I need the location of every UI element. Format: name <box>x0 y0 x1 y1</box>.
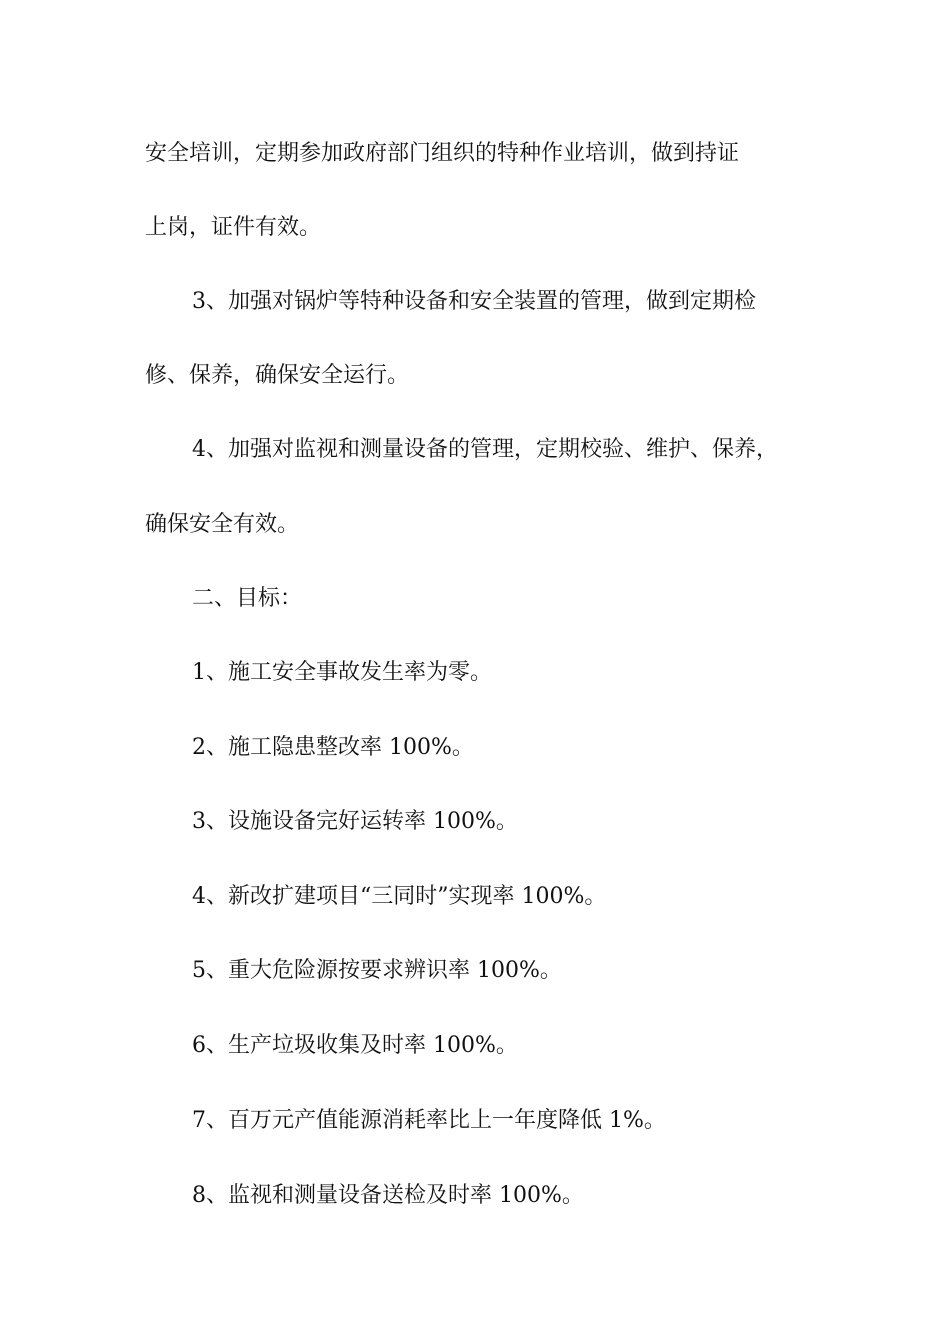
list-item: 6、生产垃圾收集及时率 100%。 <box>192 1033 518 1058</box>
paragraph-line: 确保安全有效。 <box>145 512 300 537</box>
list-item: 8、监视和测量设备送检及时率 100%。 <box>192 1183 584 1208</box>
list-item: 7、百万元产值能源消耗率比上一年度降低 1%。 <box>192 1108 666 1133</box>
list-item: 5、重大危险源按要求辨识率 100%。 <box>192 958 562 983</box>
paragraph-line: 修、保养，确保安全运行。 <box>145 363 410 388</box>
paragraph-line: 上岗，证件有效。 <box>145 215 322 240</box>
section-heading: 二、目标： <box>192 586 303 611</box>
list-item: 4、新改扩建项目“三同时”实现率 100%。 <box>192 884 607 909</box>
list-item: 1、施工安全事故发生率为零。 <box>192 660 492 685</box>
list-item: 3、设施设备完好运转率 100%。 <box>192 809 518 834</box>
list-item: 2、施工隐患整改率 100%。 <box>192 735 474 760</box>
paragraph-line: 3、加强对锅炉等特种设备和安全装置的管理，做到定期检 <box>192 289 756 314</box>
paragraph-line: 安全培训，定期参加政府部门组织的特种作业培训，做到持证 <box>145 141 740 166</box>
paragraph-line: 4、加强对监视和测量设备的管理，定期校验、维护、保养， <box>192 437 778 462</box>
